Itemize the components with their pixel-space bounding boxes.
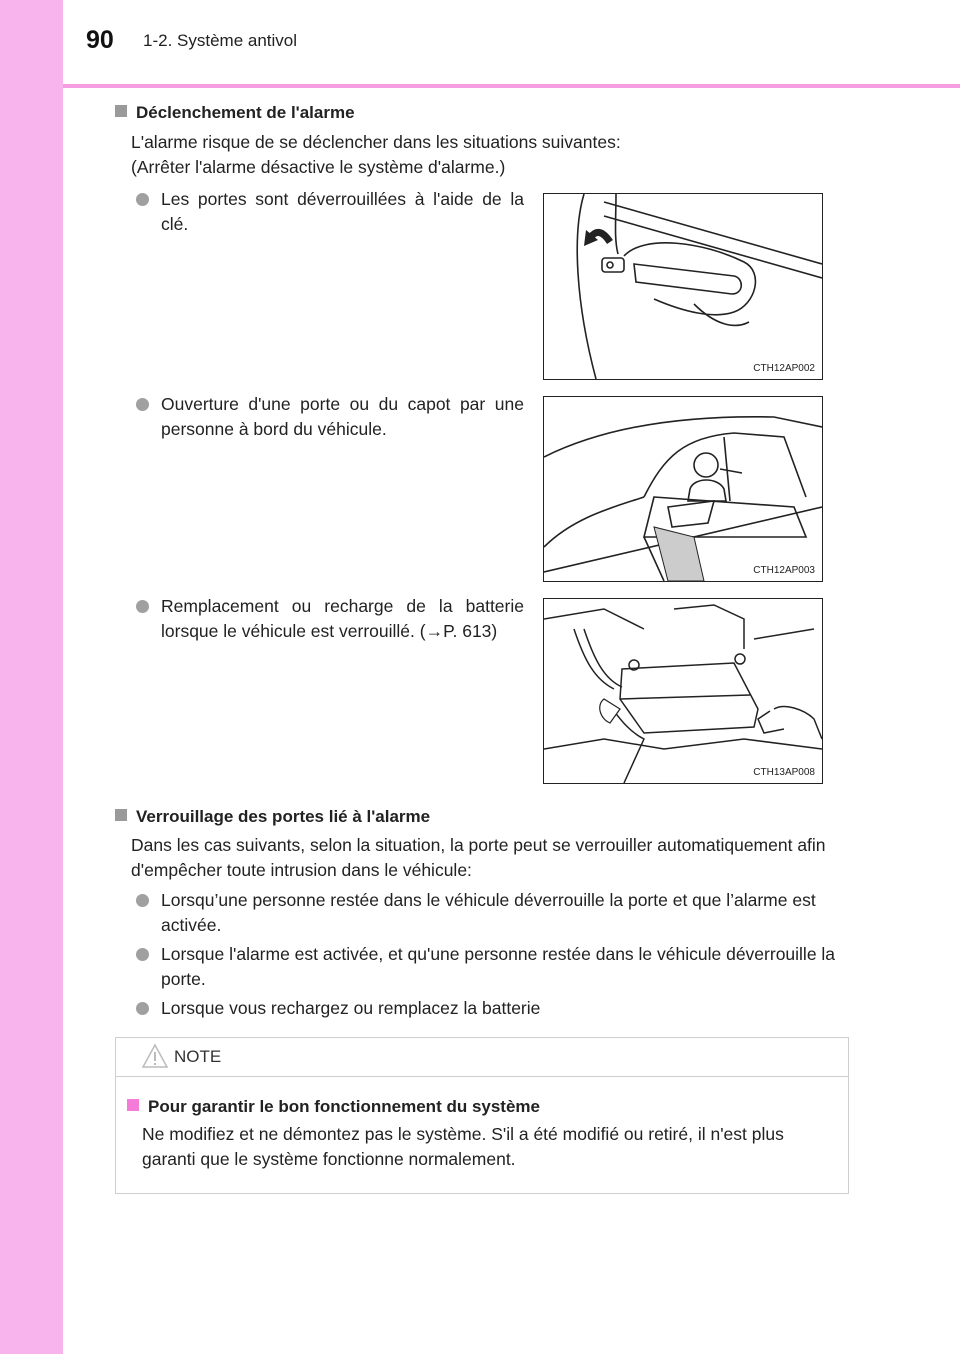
bullet-dot-icon (136, 1002, 149, 1015)
alarm-trigger-item-2 (136, 392, 524, 442)
door-lock-item-2 (136, 942, 851, 992)
door-lock-item-3 (136, 996, 851, 1021)
figure-occupant-door (543, 396, 823, 582)
note-header (116, 1038, 848, 1077)
figure-code-1: CTH12AP002 (753, 363, 815, 374)
door-lock-intro: Dans les cas suivants, selon la situation, la porte peut se verrouiller automatiquement afin d'empêcher toute intrusion dans le véhicule: (131, 835, 826, 880)
figure-key-unlock (543, 193, 823, 380)
alarm-trigger-heading (115, 103, 355, 123)
section-title: 1-2. Système antivol (143, 31, 298, 50)
square-marker-icon (115, 809, 127, 821)
vehicle-occupant-illustration (544, 397, 822, 581)
alarm-trigger-heading-text: Déclenchement de l'alarme (136, 103, 355, 122)
battery-illustration (544, 599, 822, 783)
header-divider (63, 84, 960, 88)
square-marker-icon (115, 105, 127, 117)
alarm-trigger-item-1 (136, 187, 524, 237)
door-handle-illustration (544, 194, 822, 379)
alarm-trigger-item-3-text: Remplacement ou recharge de la batterie lorsque le véhicule est verrouillé. (→P. 613) (161, 596, 524, 641)
door-lock-heading-text: Verrouillage des portes lié à l'alarme (136, 807, 431, 826)
alarm-trigger-item-3 (136, 594, 524, 644)
bullet-dot-icon (136, 894, 149, 907)
door-lock-heading (115, 807, 430, 827)
alarm-trigger-intro-line1: L'alarme risque de se déclencher dans les situations suivantes: (131, 132, 621, 152)
figure-battery (543, 598, 823, 784)
bullet-dot-icon (136, 398, 149, 411)
door-lock-item-1 (136, 888, 851, 938)
note-title: NOTE (174, 1047, 222, 1066)
side-color-band (0, 0, 63, 1354)
figure-code-2: CTH12AP003 (753, 565, 815, 576)
bullet-dot-icon (136, 948, 149, 961)
alarm-trigger-item-1-text: Les portes sont déverrouillées à l'aide de la clé. (161, 189, 524, 234)
warning-triangle-icon (141, 1043, 169, 1069)
alarm-trigger-intro-line2: (Arrêter l'alarme désactive le système d'alarme.) (131, 157, 506, 177)
alarm-trigger-item-2-text: Ouverture d'une porte ou du capot par une personne à bord du véhicule. (161, 394, 524, 439)
page-number: 90 (86, 26, 114, 54)
note-box (115, 1037, 849, 1194)
door-lock-item-3-text: Lorsque vous rechargez ou remplacez la batterie (161, 998, 541, 1018)
door-lock-item-1-text: Lorsqu’une personne restée dans le véhicule déverrouille la porte et que l’alarme est activée. (161, 890, 816, 935)
bullet-dot-icon (136, 193, 149, 206)
alarm-trigger-intro (131, 130, 831, 180)
bullet-dot-icon (136, 600, 149, 613)
note-text: Ne modifiez et ne démontez pas le système. S'il a été modifié ou retiré, il n'est plus garanti que le système fonctionne normalement. (142, 1124, 784, 1169)
note-heading (127, 1097, 540, 1117)
door-lock-item-2-text: Lorsque l'alarme est activée, et qu'une personne restée dans le véhicule déverrouille la porte. (161, 944, 836, 989)
note-heading-text: Pour garantir le bon fonctionnement du système (148, 1097, 540, 1116)
figure-code-3: CTH13AP008 (753, 767, 815, 778)
square-marker-icon (127, 1099, 139, 1111)
